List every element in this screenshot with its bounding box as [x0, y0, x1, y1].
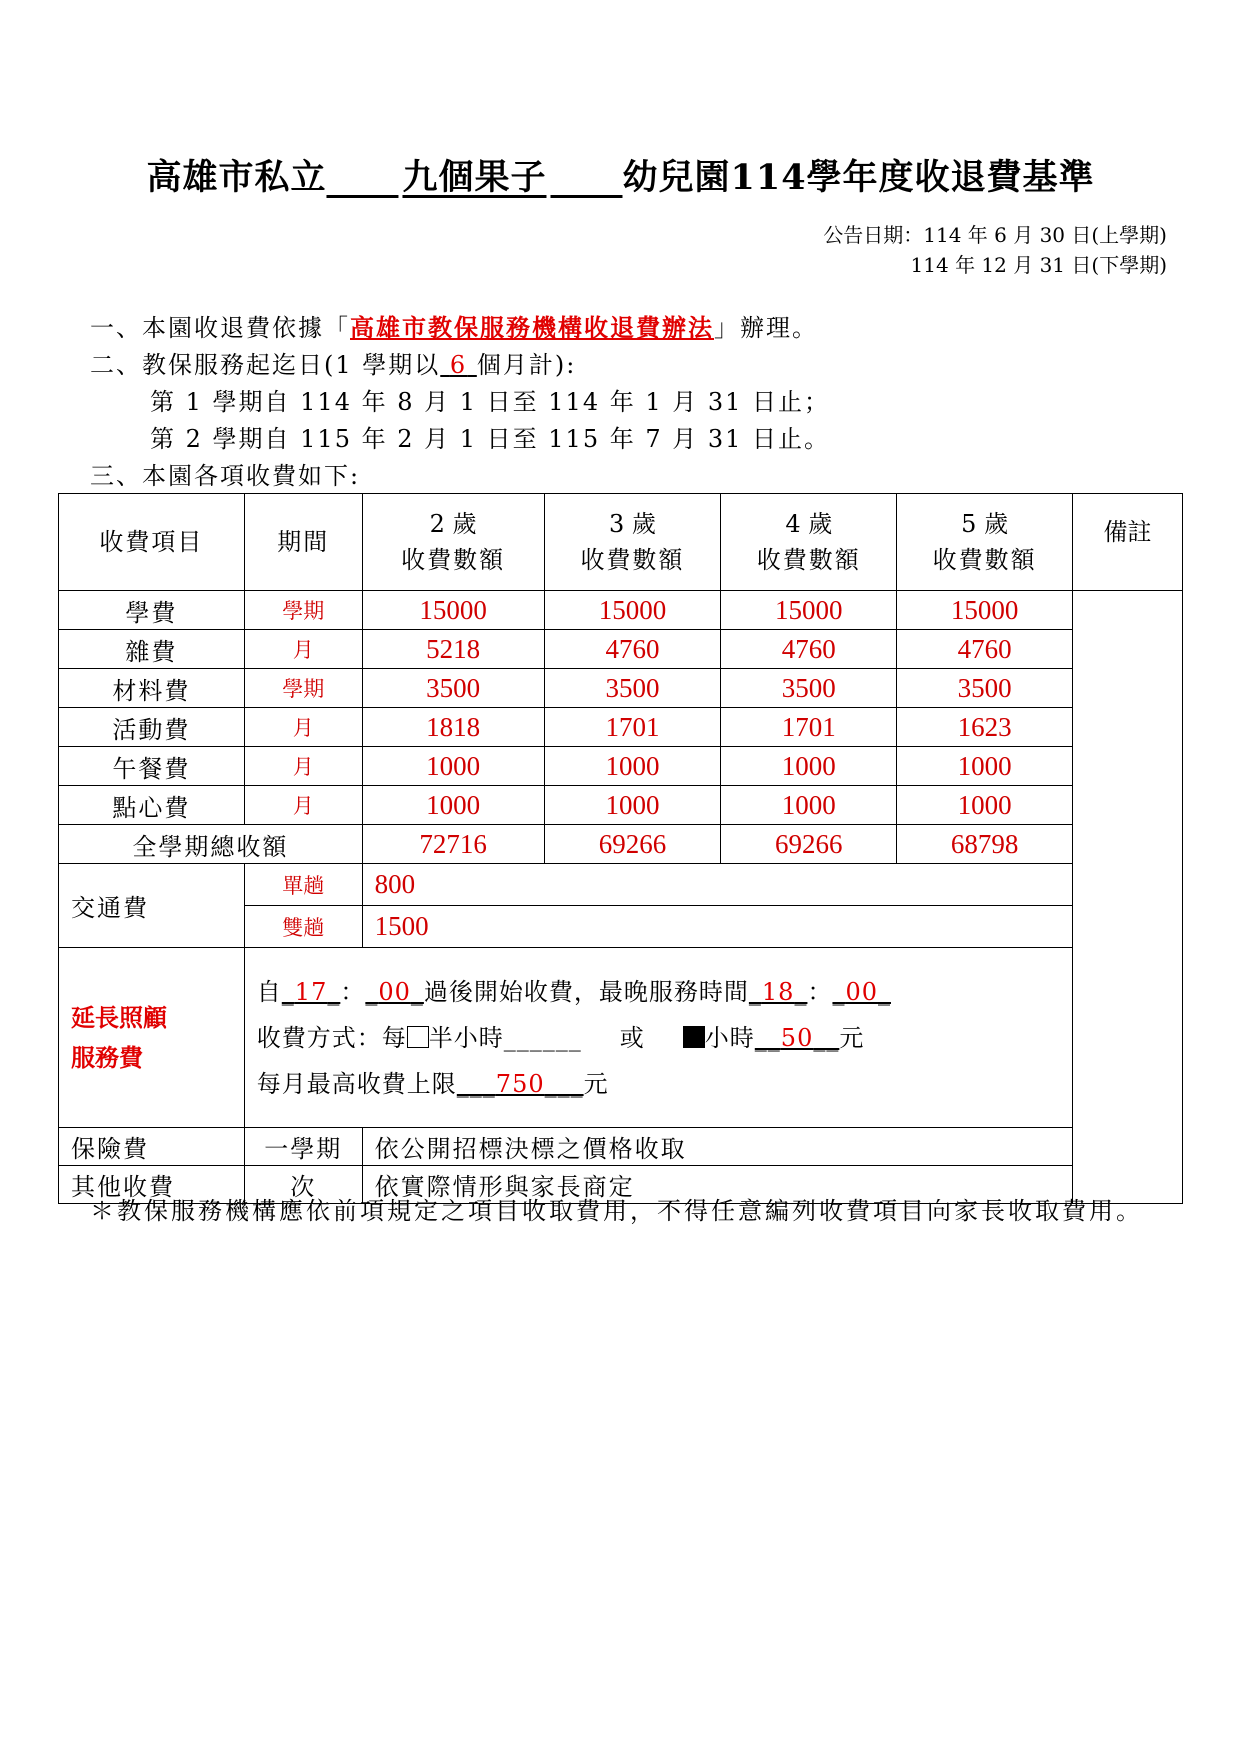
header-age-4 — [721, 494, 897, 591]
yuan-label: 元 — [583, 1069, 609, 1098]
clause-3: 三、本園各項收費如下: — [90, 462, 361, 490]
fee-value: 4760 — [721, 630, 897, 669]
clause-1-prefix: 一、本園收退費依據「 — [90, 314, 350, 342]
fee-value: 5218 — [362, 630, 544, 669]
hour-fee: 50 — [780, 1023, 814, 1052]
half-hour-label: 半小時 — [428, 1023, 504, 1052]
table-row — [59, 747, 1183, 786]
clause-2-suffix: 個月計): — [476, 351, 577, 379]
row-period: 學期 — [244, 669, 362, 708]
fee-value: 15000 — [897, 591, 1073, 630]
fee-value: 1000 — [721, 747, 897, 786]
cap-value: 750 — [495, 1069, 545, 1098]
remark-cell — [1073, 591, 1183, 1204]
fee-value: 15000 — [544, 591, 721, 630]
semester-months: 6 — [449, 351, 468, 379]
start-minute: 00 — [378, 977, 411, 1006]
fee-value: 1701 — [721, 708, 897, 747]
header-age-2 — [362, 494, 544, 591]
title-suffix: 幼兒園114學年度收退費基準 — [622, 157, 1095, 198]
extended-care-hours: 自_17_：_00_過後開始收費，最晚服務時間_18_：_00_ — [256, 977, 891, 1006]
start-hour: 17 — [294, 977, 328, 1006]
fee-value: 1000 — [362, 786, 544, 825]
table-row — [59, 591, 1183, 630]
start-prefix: 自 — [256, 977, 282, 1006]
fee-value: 1000 — [544, 747, 721, 786]
table-header-row — [59, 494, 1183, 591]
transport-single-label: 單趟 — [244, 864, 362, 906]
semester-1-dates: 第 1 學期自 114 年 8 月 1 日至 114 年 1 月 31 日止； — [150, 388, 831, 416]
fee-value: 1000 — [544, 786, 721, 825]
extended-care-label-line2: 服務費 — [71, 1042, 143, 1072]
amount-label: 收費數額 — [756, 546, 861, 574]
hour-label: 小時 — [704, 1023, 755, 1052]
fee-value: 4760 — [897, 630, 1073, 669]
row-period: 月 — [244, 630, 362, 669]
fee-value: 1818 — [362, 708, 544, 747]
extended-care-cap: 每月最高收費上限___750___元 — [256, 1069, 609, 1098]
fee-value: 3500 — [897, 669, 1073, 708]
other-fee-desc: 依實際情形與家長商定 — [362, 1166, 1182, 1204]
clause-2 — [90, 345, 576, 380]
other-fee-label: 其他收費 — [59, 1166, 245, 1204]
extended-care-method: 收費方式：每 半小時______ 或 小時__50__元 — [256, 1023, 865, 1052]
row-item: 午餐費 — [59, 747, 245, 786]
announcement-date-line1: 公告日期：114 年 6 月 30 日(上學期) — [823, 223, 1167, 247]
school-name: 九個果子 — [402, 157, 547, 198]
age-label: 3 歲 — [608, 510, 656, 538]
fee-value: 1000 — [362, 747, 544, 786]
other-fee-period: 次 — [244, 1166, 362, 1204]
transport-row-single — [59, 864, 1183, 906]
fee-value: 3500 — [544, 669, 721, 708]
row-period: 月 — [244, 708, 362, 747]
extended-care-detail — [244, 948, 1072, 1128]
announcement-date-line2: 114 年 12 月 31 日(下學期) — [910, 253, 1167, 277]
amount-label: 收費數額 — [580, 546, 685, 574]
total-value: 72716 — [362, 825, 544, 864]
fee-value: 1000 — [897, 786, 1073, 825]
table-row — [59, 786, 1183, 825]
method-prefix: 收費方式：每 — [256, 1023, 407, 1052]
row-period: 學期 — [244, 591, 362, 630]
header-item: 收費項目 — [59, 494, 245, 591]
clause-2-prefix: 二、教保服務起迄日(1 學期以 — [90, 351, 441, 379]
row-period: 月 — [244, 786, 362, 825]
total-label: 全學期總收額 — [59, 825, 363, 864]
amount-label: 收費數額 — [932, 546, 1037, 574]
mid-text: 過後開始收費，最晚服務時間 — [423, 977, 749, 1006]
insurance-label: 保險費 — [59, 1128, 245, 1166]
fee-value: 1000 — [897, 747, 1073, 786]
header-age-3 — [544, 494, 721, 591]
fee-value: 15000 — [721, 591, 897, 630]
table-row — [59, 669, 1183, 708]
total-value: 69266 — [544, 825, 721, 864]
cap-prefix: 每月最高收費上限 — [256, 1069, 457, 1098]
transport-label: 交通費 — [59, 864, 245, 948]
transport-single-value: 800 — [362, 864, 1072, 906]
fee-value: 15000 — [362, 591, 544, 630]
fee-value: 1623 — [897, 708, 1073, 747]
row-item: 雜費 — [59, 630, 245, 669]
age-label: 2 歲 — [429, 510, 477, 538]
fee-value: 1701 — [544, 708, 721, 747]
end-minute: 00 — [845, 977, 878, 1006]
half-hour-checkbox — [407, 1026, 429, 1048]
hour-checkbox-checked — [683, 1026, 705, 1048]
age-label: 5 歲 — [961, 510, 1009, 538]
total-value: 68798 — [897, 825, 1073, 864]
clause-1 — [90, 308, 818, 343]
fee-table — [58, 493, 1183, 1204]
row-item: 材料費 — [59, 669, 245, 708]
fee-value: 3500 — [362, 669, 544, 708]
row-item: 點心費 — [59, 786, 245, 825]
total-row — [59, 825, 1183, 864]
fee-value: 3500 — [721, 669, 897, 708]
age-label: 4 歲 — [785, 510, 833, 538]
row-item: 學費 — [59, 591, 245, 630]
transport-double-label: 雙趟 — [244, 906, 362, 948]
header-age-5 — [897, 494, 1073, 591]
table-row — [59, 708, 1183, 747]
title-prefix: 高雄市私立 — [146, 157, 327, 198]
row-item: 活動費 — [59, 708, 245, 747]
table-row — [59, 630, 1183, 669]
announcement-date — [823, 220, 1167, 280]
amount-label: 收費數額 — [401, 546, 506, 574]
school-name-blank — [326, 150, 622, 200]
insurance-row — [59, 1128, 1183, 1166]
fee-value: 4760 — [544, 630, 721, 669]
extended-care-row — [59, 948, 1183, 1128]
header-period: 期間 — [244, 494, 362, 591]
regulation-name: 高雄市教保服務機構收退費辦法 — [350, 313, 714, 342]
semester-2-dates: 第 2 學期自 115 年 2 月 1 日至 115 年 7 月 31 日止。 — [150, 425, 831, 453]
page-title — [0, 150, 1241, 200]
row-period: 月 — [244, 747, 362, 786]
insurance-period: 一學期 — [244, 1128, 362, 1166]
clause-1-suffix: 」辦理。 — [714, 314, 818, 342]
footnote: ＊教保服務機構應依前項規定之項目收取費用，不得任意編列收費項目向家長收取費用。 — [90, 1197, 1143, 1225]
transport-double-value: 1500 — [362, 906, 1072, 948]
insurance-desc: 依公開招標決標之價格收取 — [362, 1128, 1072, 1166]
fee-value: 1000 — [721, 786, 897, 825]
extended-care-label-line1: 延長照顧 — [71, 1002, 167, 1032]
extended-care-label — [59, 948, 245, 1128]
header-remark: 備註 — [1073, 494, 1183, 591]
yuan-label: 元 — [839, 1023, 865, 1052]
end-hour: 18 — [761, 977, 795, 1006]
total-value: 69266 — [721, 825, 897, 864]
or-label: 或 — [619, 1023, 645, 1052]
